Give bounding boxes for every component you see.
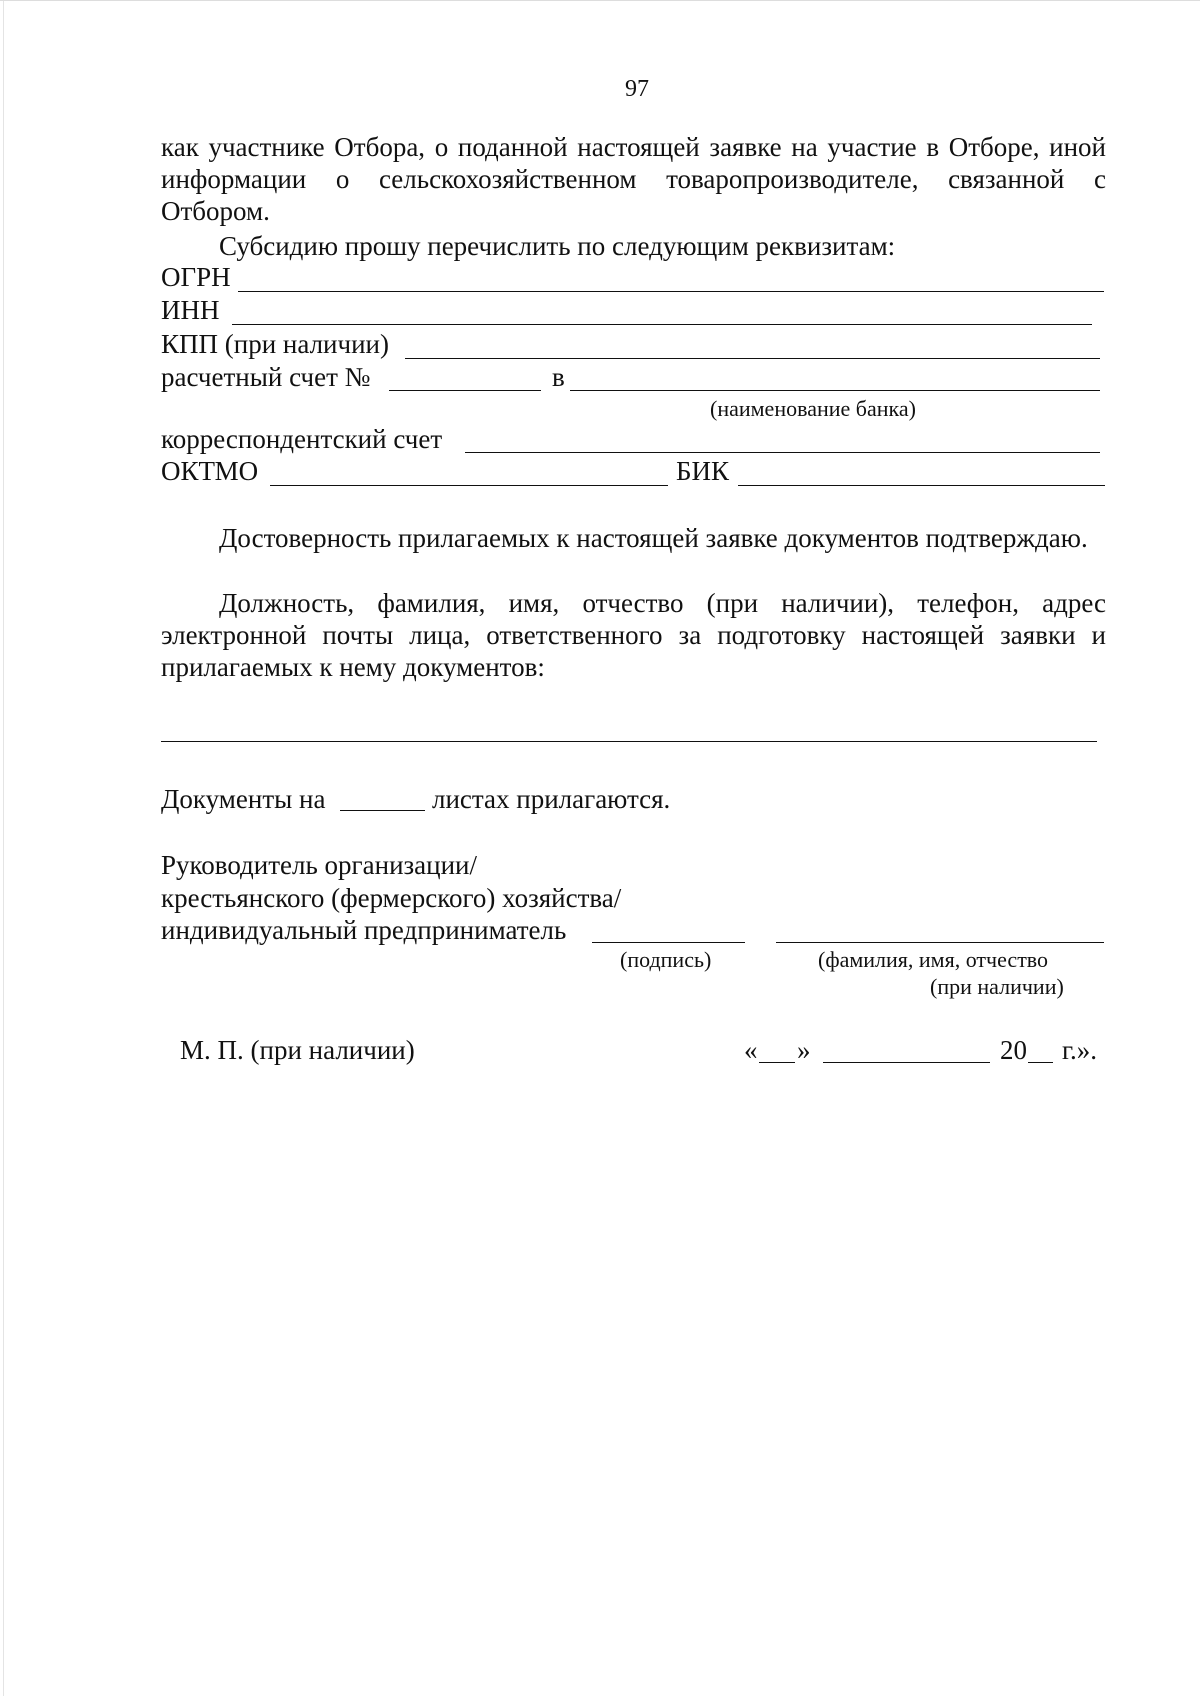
inn-field[interactable] [232, 324, 1092, 325]
corr-account-field[interactable] [465, 452, 1100, 453]
date-open-quote: « [744, 1035, 758, 1065]
ogrn-field[interactable] [238, 291, 1104, 292]
account-label: расчетный счет № [161, 362, 371, 392]
year-prefix: 20 [1000, 1035, 1027, 1065]
signatory-line-2: крестьянского (фермерского) хозяйства/ [161, 883, 622, 913]
year-field[interactable] [1028, 1062, 1053, 1063]
scan-top-edge [0, 0, 1200, 1]
sheets-count-field[interactable] [340, 810, 425, 811]
signature-field[interactable] [592, 942, 745, 943]
requisites-lead: Субсидию прошу перечислить по следующим реквизитам: [219, 231, 896, 261]
account-field[interactable] [389, 390, 541, 391]
year-suffix: г.». [1062, 1035, 1098, 1065]
documents-suffix: листах прилагаются. [432, 784, 671, 814]
signature-caption: (подпись) [620, 947, 712, 972]
responsible-person-field[interactable] [161, 741, 1097, 742]
full-name-caption-2: (при наличии) [930, 974, 1064, 999]
kpp-field[interactable] [405, 358, 1100, 359]
bik-label: БИК [676, 456, 730, 486]
signatory-line-3: индивидуальный предприниматель [161, 915, 567, 945]
month-field[interactable] [823, 1062, 990, 1063]
full-name-caption-1: (фамилия, имя, отчество [818, 947, 1049, 972]
oktmo-field[interactable] [270, 485, 668, 486]
in-bank-label: в [552, 362, 565, 392]
date-close-quote: » [797, 1035, 811, 1065]
corr-account-label: корреспондентский счет [161, 424, 443, 454]
confirm-paragraph: Достоверность прилагаемых к настоящей заявке документов подтверждаю. [219, 523, 1088, 553]
oktmo-label: ОКТМО [161, 456, 259, 486]
documents-prefix: Документы на [161, 784, 326, 814]
intro-paragraph: как участнике Отбора, о поданной настоящей заявке на участие в Отборе, иной информации о сельскохозяйственном товаропроизводителе, связанной с Отбором. [161, 132, 1106, 226]
inn-label: ИНН [161, 295, 220, 325]
day-field[interactable] [759, 1062, 795, 1063]
bank-field[interactable] [570, 390, 1100, 391]
scan-edge [3, 0, 4, 1696]
full-name-field[interactable] [776, 942, 1104, 943]
ogrn-label: ОГРН [161, 262, 231, 292]
responsible-paragraph: Должность, фамилия, имя, отчество (при наличии), телефон, адрес электронной почты лица, ответственного за подготовку настоящей заявки и прилагаемых к нему документов: [161, 588, 1106, 682]
kpp-label: КПП (при наличии) [161, 329, 389, 359]
bank-caption: (наименование банка) [710, 396, 916, 421]
signatory-line-1: Руководитель организации/ [161, 850, 478, 880]
bik-field[interactable] [738, 485, 1105, 486]
page-number: 97 [625, 76, 649, 102]
seal-label: М. П. (при наличии) [180, 1035, 415, 1065]
